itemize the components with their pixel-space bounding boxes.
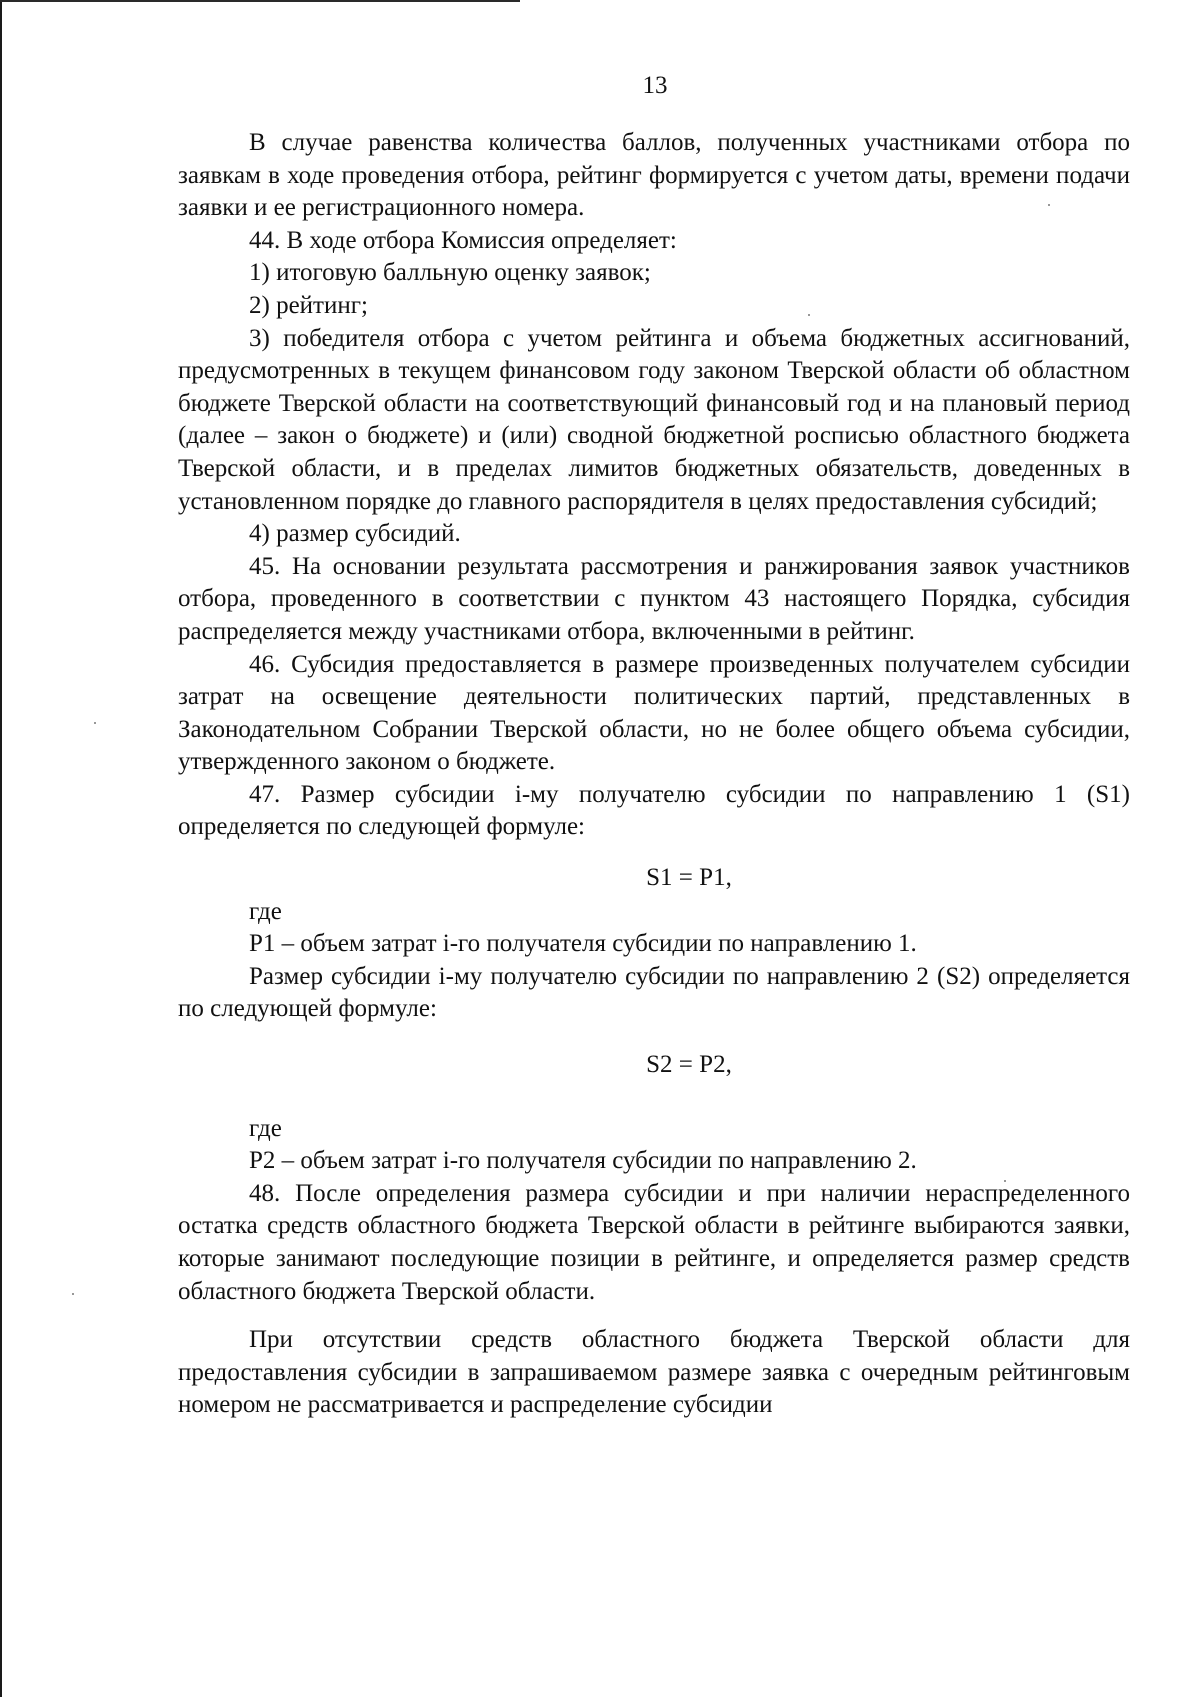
document-body — [178, 127, 1130, 1422]
scan-edge — [0, 0, 2, 1697]
paragraph-item-46: 46. Субсидия предоставляется в размере произведенных получателем субсидии затрат на освещение деятельности политических партий, представленных в Законодательном Собрании Тверской области, но не более общего объема субсидии, утвержденного законом о бюджете. — [178, 650, 1130, 776]
paragraph-where: где — [249, 1114, 282, 1142]
definition-p2: P2 – объем затрат i-го получателя субсидии по направлению 2. — [249, 1147, 917, 1175]
list-item: 4) размер субсидий. — [249, 520, 461, 548]
paragraph-item-44: 44. В ходе отбора Комиссия определяет: — [249, 226, 677, 254]
definition-p1: P1 – объем затрат i-го получателя субсидии по направлению 1. — [249, 930, 917, 958]
formula-s1: S1 = P1, — [646, 864, 732, 892]
formula-s2: S2 = P2, — [646, 1051, 732, 1079]
paragraph-item-45: 45. На основании результата рассмотрения и ранжирования заявок участников отбора, проведенного в соответствии с пунктом 43 настоящего Порядка, субсидия распределяется между участниками отбора, включенными в рейтинг. — [178, 552, 1130, 645]
list-item: 1) итоговую балльную оценку заявок; — [249, 259, 651, 287]
paragraph: Размер субсидии i-му получателю субсидии по направлению 2 (S2) определяется по следующей формуле: — [178, 962, 1130, 1023]
paragraph: При отсутствии средств областного бюджета Тверской области для предоставления субсидии в запрашиваемом размере заявка с очередным рейтинговым номером не рассматривается и распределение субсидии — [178, 1326, 1130, 1419]
paragraph-item-48: 48. После определения размера субсидии и при наличии нераспределенного остатка средств областного бюджета Тверской области в рейтинге выбираются заявки, которые занимают последующие позиции в рейтинге, и определяется размер средств областного бюджета Тверской области. — [178, 1179, 1130, 1305]
page-number: 13 — [642, 72, 668, 99]
paragraph: В случае равенства количества баллов, полученных участниками отбора по заявкам в ходе проведения отбора, рейтинг формируется с учетом даты, времени подачи заявки и ее регистрационного номера. — [178, 129, 1130, 222]
list-item: 3) победителя отбора с учетом рейтинга и объема бюджетных ассигнований, предусмотренных в текущем финансовом году законом Тверской области об областном бюджете Тверской области на соответствующий финансовый год и на плановый период (далее – закон о бюджете) и (или) сводной бюджетной росписью областного бюджета Тверской области, и в пределах лимитов бюджетных обязательств, доведенных в установленном порядке до главного распорядителя в целях предоставления субсидий; — [178, 324, 1130, 515]
list-item: 2) рейтинг; — [249, 291, 368, 319]
paragraph-where: где — [249, 897, 282, 925]
scan-speck — [94, 722, 96, 724]
scan-speck — [72, 1293, 74, 1295]
paragraph-item-47: 47. Размер субсидии i-му получателю субсидии по направлению 1 (S1) определяется по следующей формуле: — [178, 780, 1130, 841]
scan-edge-top — [0, 0, 520, 2]
spacer — [178, 1308, 1130, 1324]
